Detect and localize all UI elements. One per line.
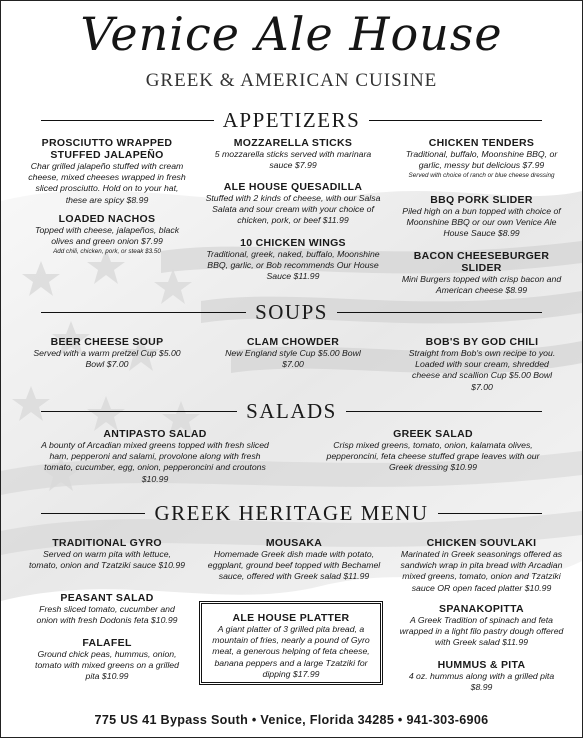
section-rule-left [41,513,145,514]
menu-item-nachos [28,213,186,256]
item-title: FALAFEL [82,637,132,649]
menu-item-quesadilla [201,181,385,227]
item-note: Served with choice of ranch or blue cheese dressing [408,172,555,180]
item-description: Served on warm pita with lettuce, tomato, onion and Tzatziki sauce $10.99 [29,549,185,571]
item-description: New England style Cup $5.00 Bowl $7.00 [225,348,361,370]
section-rule-right [438,513,542,514]
item-title: TRADITIONAL GYRO [52,537,162,549]
restaurant-name: Venice Ale House [80,7,503,61]
item-description: Piled high on a bun topped with choice of Moonshine BBQ or our own Venice Ale House Sauce $8.99 [402,206,561,239]
item-title: SPANAKOPITTA [439,603,524,615]
section-rule-right [346,411,542,412]
menu-item-beer-cheese-soup [31,336,183,370]
section-rule-left [41,312,246,313]
item-description: Traditional, greek, naked, buffalo, Moonshine BBQ, garlic, or Bob recommends Our House Sauce $11.99 [206,249,380,282]
item-title: ANTIPASTO SALAD [103,428,207,440]
item-title: CHICKEN SOUVLAKI [426,537,537,549]
item-description: Topped with cheese, jalapeños, black olives and green onion $7.99 [34,225,180,247]
menu-item-jalapeno [28,137,186,206]
menu-item-mozzarella [207,137,379,171]
footer-address: 775 US 41 Bypass South • Venice, Florida 34285 • 941-303-6906 [94,713,489,727]
section-title: SALADS [246,398,337,423]
item-note: Add chili, chicken, pork, or steak $3.50 [53,248,161,256]
item-description: Traditional, buffalo, Moonshine BBQ, or garlic, messy but delicious $7.99 [405,149,558,171]
item-title: PEASANT SALAD [60,592,154,604]
item-description: Straight from Bob's own recipe to you. Loaded with sour cream, shredded cheese and scallion Cup $5.00 Bowl $7.00 [408,348,556,392]
item-description: Fresh sliced tomato, cucumber and onion with fresh Dodonis feta $10.99 [36,604,178,626]
item-description: Marinated in Greek seasonings offered as sandwich wrap in pita bread with Arcadian mixed greens, tomato, onion and Tzatziki sauce OR open faced platter $10.99 [400,549,563,593]
section-header-salads [41,400,542,422]
item-description: 4 oz. hummus along with a grilled pita $8.99 [408,671,555,693]
menu-item-bbq-slider [399,194,564,240]
menu-item-peasant-salad [28,592,186,626]
item-description: A giant platter of 3 grilled pita bread, a mountain of fries, nearly a pound of Gyro meat, a generous helping of feta cheese, banana peppers and a large Tzatziki for dipping $17.99 [212,624,370,679]
restaurant-tagline: GREEK & AMERICAN CUISINE [145,70,438,91]
section-header-greek-heritage [41,502,542,524]
item-title: ALE HOUSE QUESADILLA [223,181,363,193]
item-description: Served with a warm pretzel Cup $5.00 Bowl $7.00 [33,348,181,370]
menu-item-hummus [399,659,564,693]
item-title: ALE HOUSE PLATTER [232,612,350,624]
menu-item-souvlaki [399,537,564,594]
section-rule-left [41,411,237,412]
menu-item-wings [205,237,381,283]
menu-item-falafel [28,637,186,683]
section-header-appetizers [41,109,542,131]
section-rule-right [337,312,542,313]
item-title: MOUSAKA [265,537,323,549]
item-title: MOZZARELLA STICKS [233,137,353,149]
item-description: Ground chick peas, hummus, onion, tomato with mixed greens on a grilled pita $10.99 [35,649,179,682]
item-title: CHICKEN TENDERS [428,137,535,149]
menu-item-tenders [399,137,564,180]
menu-item-antipasto-salad [39,428,271,485]
item-title: CLAM CHOWDER [246,336,340,348]
item-description: Mini Burgers topped with crisp bacon and American cheese $8.99 [401,274,562,296]
item-title: LOADED NACHOS [58,213,156,225]
menu-item-clam-chowder [223,336,363,370]
item-title: 10 CHICKEN WINGS [240,237,346,249]
featured-platter-box [199,601,383,685]
item-description: A bounty of Arcadian mixed greens topped with fresh sliced ham, pepperoni and salami, provolone along with fresh tomato, cucumber, egg, onion, pepperoncini and croutons $10.99 [41,440,269,484]
item-description: 5 mozzarella sticks served with marinara sauce $7.99 [214,149,372,171]
menu-item-gyro [28,537,186,571]
item-title: BACON CHEESEBURGER SLIDER [413,250,550,274]
item-description: Char grilled jalapeño stuffed with cream cheese, mixed cheeses wrapped in fresh sliced prosciutto. Hold on to your hat, these are spicy $8.99 [28,161,186,205]
item-title: BOB'S BY GOD CHILI [425,336,539,348]
menu-item-greek-salad [325,428,541,474]
item-description: Crisp mixed greens, tomato, onion, kalamata olives, pepperoncini, feta cheese stuffed grape leaves with our Greek dressing $10.99 [326,440,540,473]
item-title: BBQ PORK SLIDER [430,194,533,206]
section-title: APPETIZERS [222,107,361,132]
section-rule-right [369,120,542,121]
item-description: A Greek Tradition of spinach and feta wrapped in a light filo pastry dough offered with Greek salad $11.99 [399,615,564,648]
item-description: Stuffed with 2 kinds of cheese, with our Salsa Salata and sour cream with your choice of chicken, pork, or beef $11.99 [205,193,381,226]
section-title: SOUPS [255,299,328,324]
item-title: BEER CHEESE SOUP [50,336,164,348]
menu-item-bacon-slider [399,250,564,296]
item-description: Homemade Greek dish made with potato, eggplant, ground beef topped with Bechamel sauce, offered with Greek salad $11.99 [207,549,381,582]
section-rule-left [41,120,214,121]
menu-item-chili [401,336,563,393]
section-header-soups [41,301,542,323]
menu-item-moussaka [207,537,381,583]
menu-item-spanakopita [399,603,564,649]
item-title: GREEK SALAD [393,428,473,440]
item-title: PROSCIUTTO WRAPPED STUFFED JALAPEÑO [41,137,173,161]
item-title: HUMMUS & PITA [437,659,526,671]
section-title: GREEK HERITAGE MENU [154,500,429,525]
